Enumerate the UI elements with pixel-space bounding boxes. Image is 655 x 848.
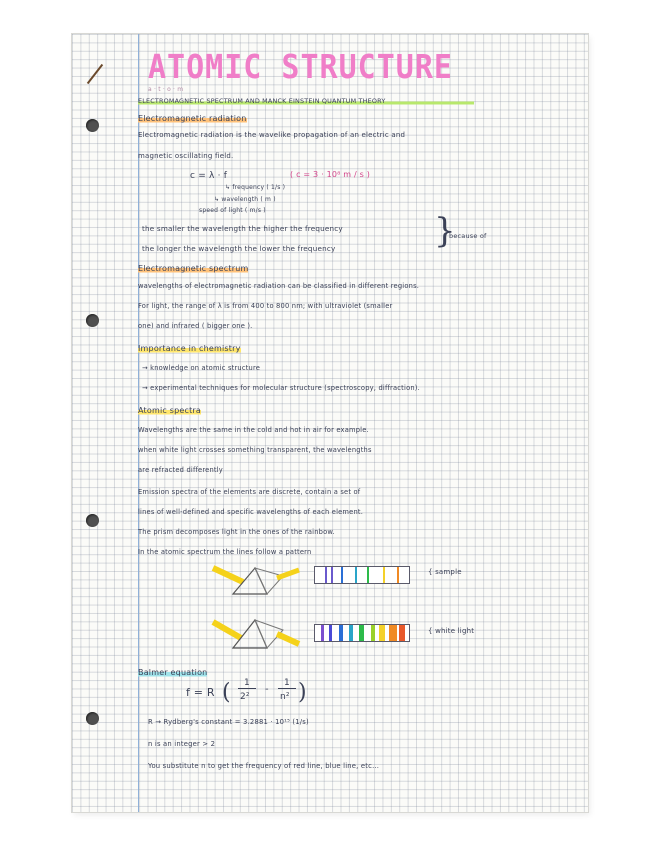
n-integer-line: n is an integer > 2 — [148, 740, 216, 748]
balmer-term1-numerator: 1 — [244, 678, 250, 688]
formula-c-lambda-f: c = λ · f — [190, 171, 228, 181]
prism-sample-drawing — [205, 560, 305, 600]
balmer-term1-denominator: 2² — [240, 692, 250, 702]
importance-item2: → experimental techniques for molecular structure (spectroscopy, diffraction). — [142, 384, 420, 392]
heading-importance: Importance in chemistry — [138, 344, 241, 353]
em-spectrum-line1: wavelengths of electromagnetic radiation can be classified in different regions. — [138, 282, 420, 290]
punch-hole-bottom — [86, 712, 99, 725]
em-spectrum-line3: one) and infrared ( bigger one ). — [138, 322, 253, 330]
fraction-bar — [238, 688, 256, 689]
legend-frequency: ↳ frequency ( 1/s ) — [225, 184, 286, 191]
legend-speed: speed of light ( m/s ) — [199, 207, 266, 214]
spectral-line — [355, 567, 357, 583]
spectral-line — [383, 567, 385, 583]
fraction-bar — [278, 688, 296, 689]
close-paren-icon: ) — [298, 680, 307, 705]
page-title: ATOMIC STRUCTURE — [148, 48, 453, 87]
margin-line — [138, 34, 139, 812]
incoming-light-beam — [213, 622, 241, 638]
heading-em-spectrum: Electromagnetic spectrum — [138, 264, 249, 273]
balmer-term2-numerator: 1 — [284, 678, 290, 688]
speed-of-light-constant: ( c = 3 · 10⁸ m / s ) — [290, 170, 371, 179]
balmer-term2-denominator: n² — [280, 692, 290, 702]
atomic-spectra-line3: are refracted differently — [138, 466, 223, 474]
rydberg-constant-line: R → Rydberg's constant = 3.2881 · 10¹⁵ (1/s) — [148, 718, 309, 726]
atomic-spectra-line5: lines of well-defined and specific wavelengths of each element. — [138, 508, 364, 516]
balmer-lhs: f = R — [186, 686, 215, 699]
spectral-band — [359, 625, 364, 641]
outgoing-light-beam — [277, 634, 299, 644]
spectral-band — [329, 625, 332, 641]
em-radiation-line1: Electromagnetic radiation is the wavelike propagation of an electric and — [138, 131, 406, 139]
because-of-note: because of — [449, 232, 487, 240]
atomic-spectra-line2: when white light crosses something transparent, the wavelengths — [138, 446, 372, 454]
prism-white-light-drawing — [205, 612, 305, 656]
continuous-spectrum-box — [314, 624, 410, 642]
spectral-line — [341, 567, 343, 583]
rule-smaller-wavelength: the smaller the wavelength the higher the frequency — [142, 224, 343, 233]
spectral-band — [321, 625, 324, 641]
spectral-band — [339, 625, 343, 641]
atomic-spectra-line6: The prism decomposes light in the ones of the rainbow. — [138, 528, 335, 536]
prism-side — [255, 568, 283, 594]
notebook-page — [72, 34, 588, 812]
substitute-n-line: You substitute n to get the frequency of red line, blue line, etc... — [148, 762, 380, 770]
atomic-spectra-line4: Emission spectra of the elements are discrete, contain a set of — [138, 488, 361, 496]
rule-longer-wavelength: the longer the wavelength the lower the frequency — [142, 244, 336, 253]
spectral-band — [389, 625, 397, 641]
spectral-line — [367, 567, 369, 583]
label-sample: { sample — [428, 568, 462, 576]
outgoing-light-beam — [277, 570, 299, 578]
title-doodle: a · t · o · m — [148, 86, 184, 93]
heading-atomic-spectra: Atomic spectra — [138, 406, 202, 415]
emission-spectrum-box — [314, 566, 410, 584]
importance-item1: → knowledge on atomic structure — [142, 364, 261, 372]
spectral-band — [379, 625, 385, 641]
balmer-minus: - — [265, 684, 269, 695]
spectral-band — [349, 625, 353, 641]
section-heading: ELECTROMAGNETIC SPECTRUM AND MANCK EINSTEIN QUANTUM THEORY — [138, 97, 474, 105]
spectral-band — [371, 625, 375, 641]
incoming-light-beam — [213, 568, 243, 582]
atomic-spectra-line1: Wavelengths are the same in the cold and hot in air for example. — [138, 426, 369, 434]
punch-hole-top — [86, 119, 99, 132]
atomic-spectra-line7: In the atomic spectrum the lines follow a pattern — [138, 548, 312, 556]
legend-wavelength: ↳ wavelength ( m ) — [214, 196, 276, 203]
open-paren-icon: ( — [222, 680, 231, 705]
punch-hole-lower — [86, 514, 99, 527]
brace-icon: } — [434, 211, 456, 251]
em-spectrum-line2: For light, the range of λ is from 400 to 800 nm; with ultraviolet (smaller — [138, 302, 393, 310]
heading-balmer-equation: Balmer equation — [138, 668, 208, 677]
label-white-light: { white light — [428, 627, 475, 635]
spectral-line — [397, 567, 399, 583]
em-radiation-line2: magnetic oscillating field. — [138, 152, 234, 160]
spectral-band — [399, 625, 405, 641]
punch-hole-middle — [86, 314, 99, 327]
spectral-line — [331, 567, 333, 583]
spectral-line — [325, 567, 327, 583]
heading-em-radiation: Electromagnetic radiation — [138, 114, 247, 123]
